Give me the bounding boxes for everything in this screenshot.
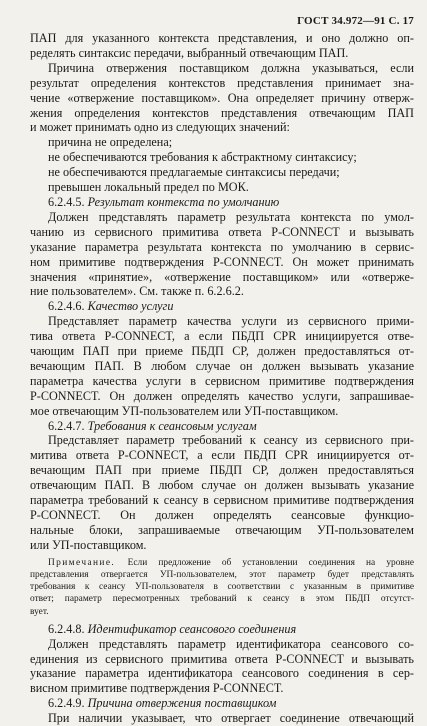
section-title: Причина отвержения поставщиком [87,696,277,711]
text-line: указание параметра идентификатора сеансового соединения в сер- [30,666,414,681]
section-heading [30,299,414,314]
text-line: превышен локальный предел по МОК. [48,180,249,195]
text-line: При наличии указывает, что отвергает соединение отвечающий [48,711,414,726]
section-number: 6.2.4.9. [48,696,88,711]
text-line: чанию из сервисного примитива ответа P-CONNECT и вызывать [30,224,414,239]
text-line: Причина отвержения поставщиком должна указываться, если [48,60,414,75]
section-heading [30,622,414,637]
text-line: параметра требований к сеансу в сервисном примитиве подтверждения [30,493,414,508]
note-line: требования к сеансу УП-пользователя в соответствии с указанным в примитиве [30,582,414,593]
text-line: не обеспечиваются требования к абстрактному синтаксису; [48,150,357,165]
section-number: 6.2.4.7. [48,418,88,433]
body-text-top [30,31,414,553]
text-line: мое отвечающим УП-пользователем или УП-поставщиком. [30,403,339,418]
body-text-bottom [30,622,414,726]
text-line: или УП-поставщиком. [30,537,147,552]
section-number: 6.2.4.6. [48,299,88,314]
section-title: Качество услуги [87,299,174,314]
text-line: отвечающим ПАП. В любом случае он должен вызывать указание [30,478,414,493]
note-line: вует. [30,606,49,617]
text-line: указание параметра результата контекста по умолчанию в сервис- [30,239,414,254]
text-line: P-CONNECT. Он должен определять качество услуги, запрашивае- [30,388,414,403]
section-title: Результат контекста по умолчанию [87,194,280,209]
section-heading [30,195,414,210]
text-line: единения из сервисного примитива ответа P-CONNECT и вызывать [30,651,414,666]
text-line: ПАП для указанного контекста представления, и оно должно оп- [30,31,414,45]
text-line: не обеспечиваются предлагаемые синтаксисы передачи; [48,165,340,180]
text-line: параметра качества услуги в сервисном примитиве подтверждения [30,373,414,388]
section-title: Требования к сеансовым услугам [87,418,257,433]
text-line: ние пользователем». См. также п. 6.2.6.2. [30,284,244,299]
text-line: Должен представлять параметр идентификатора сеансового со- [48,636,414,651]
text-line: Должен представлять параметр результата контекста по умол- [48,209,414,224]
text-line: причина не определена; [48,135,173,150]
note-label: Примечание. [48,557,128,568]
text-line: ределять синтаксис передачи, выбранный отвечающим ПАП. [30,45,349,60]
text-line: вечающим ПАП. В любом случае он должен вызывать указание [30,358,414,373]
text-line: P-CONNECT. Он должен определять сеансовые функцио- [30,508,414,522]
text-line: значения «принятие», «отвержение поставщиком» или «отверже- [30,269,414,284]
note-line: Примечание. Если предложение об установлении соединения на уровне [48,557,414,568]
note-line: ответ; параметр пересмотренных требований к сеансу в этом ПБДП отсутст- [30,594,414,605]
text-line: ном примитиве подтверждения P-CONNECT. Он может принимать [30,254,414,269]
note-line: представления отвергается УП-пользователем, этот параметр будет представлять [30,569,414,580]
text-line: тива ответа P-CONNECT, а если ПБДП CPR инициируется отве- [30,329,414,344]
section-number: 6.2.4.5. [48,194,88,209]
section-number: 6.2.4.8. [48,621,88,636]
section-heading [30,419,414,434]
text-line: висном примитиве подтверждения P-CONNECT. [30,681,284,696]
text-line: чение «отвержение поставщиком». Она определяет причину отверж- [30,90,414,105]
text-line: жения определения контекстов представления отвечающим ПАП [30,105,414,120]
text-line: Представляет параметр требований к сеансу из сервисного при- [48,433,414,448]
section-title: Идентификатор сеансового соединения [87,621,297,636]
text-line: вечающим ПАП при приеме ПБДП CP, должен предоставляться [30,463,414,478]
text-line: нальные блоки, запрашиваемые отвечающим УП-пользователем [30,522,414,537]
text-line: результат определения контекстов представления принимает зна- [30,75,414,90]
text-line: Представляет параметр качества услуги из сервисного прими- [48,314,414,329]
note-block [30,557,414,618]
page-header: ГОСТ 34.972—91 С. 17 [297,15,414,27]
text-line: митива ответа P-CONNECT, а если ПБДП CPR инициируется от- [30,448,414,463]
text-line: и может принимать одно из следующих значений: [30,120,290,135]
text-line: чающим ПАП при приеме ПБДП CP, должен предоставляться от- [30,344,414,359]
section-heading [30,696,414,711]
